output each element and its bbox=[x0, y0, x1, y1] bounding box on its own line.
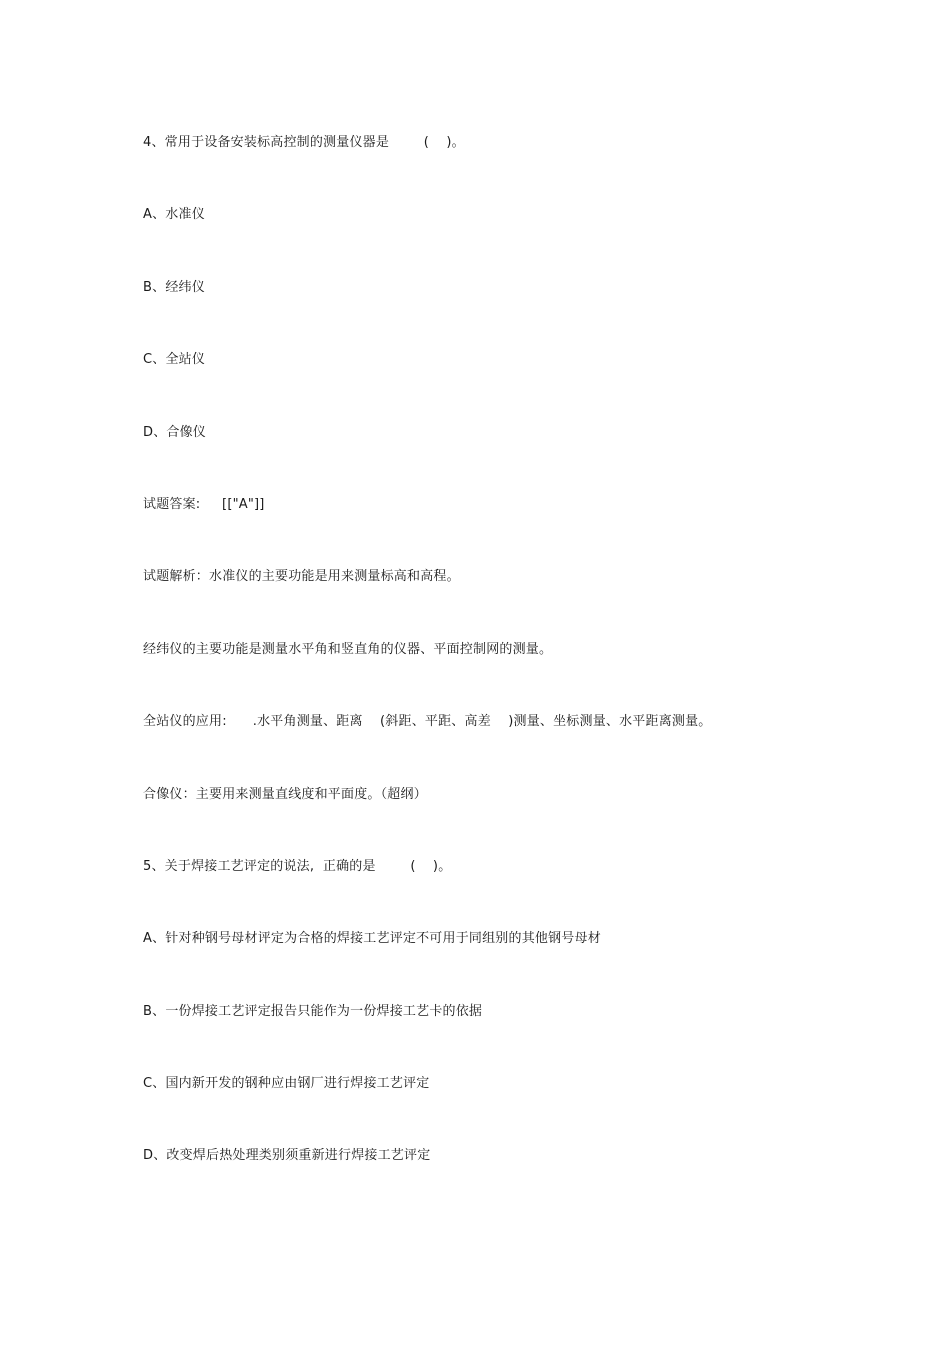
question-4-text: 4、常用于设备安装标高控制的测量仪器是 ( )。 bbox=[143, 135, 465, 150]
question-4-analysis-line: 经纬仪的主要功能是测量水平角和竖直角的仪器、平面控制网的测量。 bbox=[143, 642, 553, 657]
question-4-option-d: D、合像仪 bbox=[143, 425, 207, 440]
question-4-analysis-line: 试题解析：水准仪的主要功能是用来测量标高和高程。 bbox=[143, 569, 460, 584]
question-4-option-b: B、经纬仪 bbox=[143, 280, 205, 295]
question-5-option-c: C、国内新开发的钢种应由钢厂进行焊接工艺评定 bbox=[143, 1076, 430, 1091]
question-5-option-b: B、一份焊接工艺评定报告只能作为一份焊接工艺卡的依据 bbox=[143, 1004, 483, 1019]
question-5-option-a: A、针对种钢号母材评定为合格的焊接工艺评定不可用于同组别的其他钢号母材 bbox=[143, 931, 601, 946]
question-4-analysis-line: 全站仪的应用: .水平角测量、距离 (斜距、平距、高差 )测量、坐标测量、水平距离测量。 bbox=[143, 714, 712, 729]
question-5-option-d: D、改变焊后热处理类别须重新进行焊接工艺评定 bbox=[143, 1148, 431, 1163]
question-5-text: 5、关于焊接工艺评定的说法, 正确的是 ( )。 bbox=[143, 859, 452, 874]
question-4-option-a: A、水准仪 bbox=[143, 207, 205, 222]
question-4-answer: 试题答案: [["A"]] bbox=[143, 497, 265, 512]
question-4-option-c: C、全站仪 bbox=[143, 352, 206, 367]
question-4-analysis-line: 合像仪：主要用来测量直线度和平面度。（超纲） bbox=[143, 787, 427, 802]
